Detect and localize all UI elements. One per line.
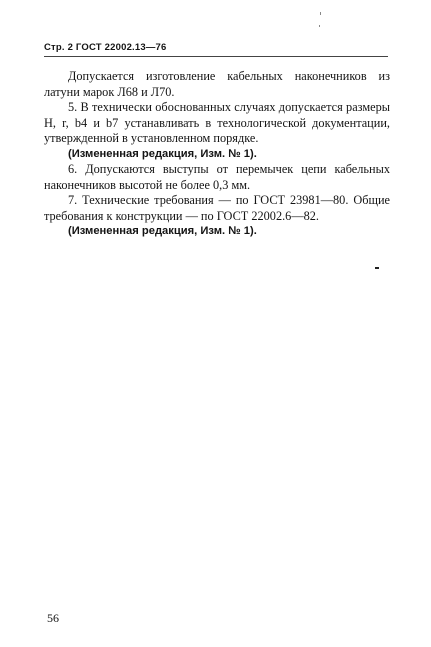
amendment-note: (Измененная редакция, Изм. № 1). <box>68 147 257 160</box>
header-rule <box>44 56 388 57</box>
paragraph-item-7: 7. Технические требования — по ГОСТ 23981—80. Общие требования к конструкции — по ГОСТ 22002.6—82. <box>44 193 390 223</box>
amendment-note: (Измененная редакция, Изм. № 1). <box>68 225 257 237</box>
print-speck <box>319 25 320 27</box>
paragraph-item-6: 6. Допускаются выступы от перемычек цепи кабельных наконечников высотой не более 0,3 мм. <box>44 162 390 192</box>
page-header: Стр. 2 ГОСТ 22002.13—76 <box>44 42 167 53</box>
page-number: 56 <box>47 611 59 625</box>
document-body <box>44 69 390 240</box>
print-speck <box>320 12 321 15</box>
paragraph-item-5: 5. В технически обоснованных случаях допускается размеры H, r, b4 и b7 устанавливать в технологической документации, утвержденной в установленном порядке. <box>44 100 390 145</box>
print-speck <box>375 267 379 269</box>
paragraph-brass: Допускается изготовление кабельных наконечников из латуни марок Л68 и Л70. <box>44 69 390 99</box>
